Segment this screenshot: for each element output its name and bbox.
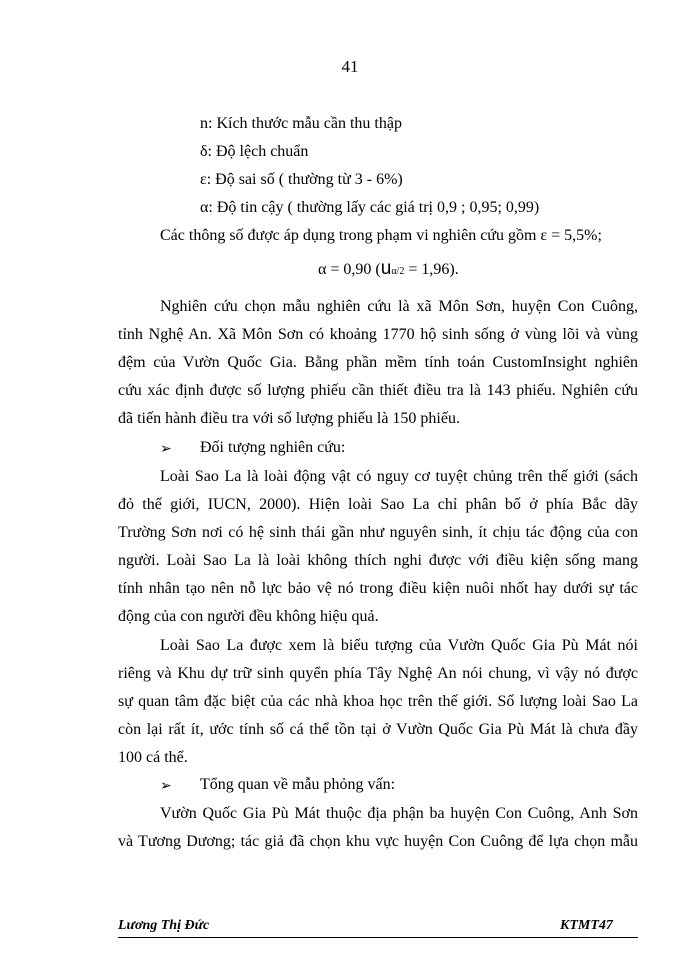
footer-rule (118, 937, 638, 938)
para2-line-4: người. Loài Sao La là loài không thích nghi được với điều kiện sống mang (118, 552, 638, 569)
footer-class-code: KTMT47 (560, 918, 613, 933)
arrow-bullet-icon: ➢ (160, 441, 172, 457)
para1-line-1: Nghiên cứu chọn mẫu nghiên cứu là xã Môn Sơn, huyện Con Cuông, (160, 298, 638, 315)
bullet-heading-interview-sample: Tổng quan về mẫu phỏng vấn: (200, 776, 396, 793)
definition-n: n: Kích thước mẫu cần thu thập (200, 115, 402, 132)
definition-alpha: α: Độ tin cậy ( thường lấy các giá trị 0,9 ; 0,95; 0,99) (200, 199, 540, 216)
para1-line-2: tỉnh Nghệ An. Xã Môn Sơn có khoảng 1770 hộ sinh sống ở vùng lõi và vùng (118, 326, 638, 343)
para2-line-5: tính nhân tạo nên nỗ lực bảo vệ nó trong điều kiện nuôi nhốt hay dưới sự tác (118, 580, 638, 597)
formula-u: u (380, 258, 392, 279)
bullet-heading-research-subject: Đối tượng nghiên cứu: (200, 439, 346, 456)
formula-subscript: α/2 (391, 266, 405, 277)
para1-line-3: đệm của Vườn Quốc Gia. Bằng phần mềm tính toán CustomInsight nghiên (118, 354, 638, 371)
para3-line-4: còn lại rất ít, ước tính số cá thể tồn tại ở Vườn Quốc Gia Pù Mát là chưa đầy (118, 721, 638, 738)
formula-alpha: α = 0,90 ( (318, 261, 381, 278)
page-number: 41 (341, 57, 359, 76)
para2-line-3: Trường Sơn nơi có hệ sinh thái gần như nguyên sinh, ít chịu tác động của con (118, 524, 638, 541)
para2-line-1: Loài Sao La là loài động vật có nguy cơ tuyệt chủng trên thế giới (sách (160, 468, 638, 485)
footer-author: Lương Thị Đức (118, 918, 210, 933)
definition-epsilon: ε: Độ sai số ( thường từ 3 - 6%) (200, 171, 403, 188)
definition-delta: δ: Độ lệch chuẩn (200, 143, 309, 160)
para1-line-5: đã tiến hành điều tra với số lượng phiếu là 150 phiếu. (118, 410, 460, 427)
para1-line-4: cứu xác định được số lượng phiếu cần thiết điều tra là 143 phiếu. Nghiên cứu (118, 382, 638, 399)
para3-line-3: sự quan tâm đặc biệt của các nhà khoa học trên thế giới. Số lượng loài Sao La (118, 693, 638, 710)
arrow-bullet-icon: ➢ (160, 778, 172, 794)
para2-line-2: đỏ thế giới, IUCN, 2000). Hiện loài Sao La chỉ phân bố ở phía Bắc dãy (118, 496, 638, 513)
formula (318, 258, 459, 280)
para4-line-2: và Tương Dương; tác giả đã chọn khu vực huyện Con Cuông để lựa chọn mẫu (118, 833, 638, 850)
para4-line-1: Vườn Quốc Gia Pù Mát thuộc địa phận ba huyện Con Cuông, Anh Sơn (160, 805, 638, 822)
para3-line-2: riêng và Khu dự trữ sinh quyển phía Tây Nghệ An nói chung, vì vậy nó được (118, 665, 638, 682)
para3-line-5: 100 cá thể. (118, 749, 188, 766)
params-line: Các thông số được áp dụng trong phạm vi nghiên cứu gồm ε = 5,5%; (160, 227, 602, 244)
para2-line-6: động của con người đều không hiệu quả. (118, 608, 379, 625)
para3-line-1: Loài Sao La được xem là biểu tượng của Vườn Quốc Gia Pù Mát nói (160, 637, 638, 654)
formula-value: = 1,96). (404, 261, 459, 278)
